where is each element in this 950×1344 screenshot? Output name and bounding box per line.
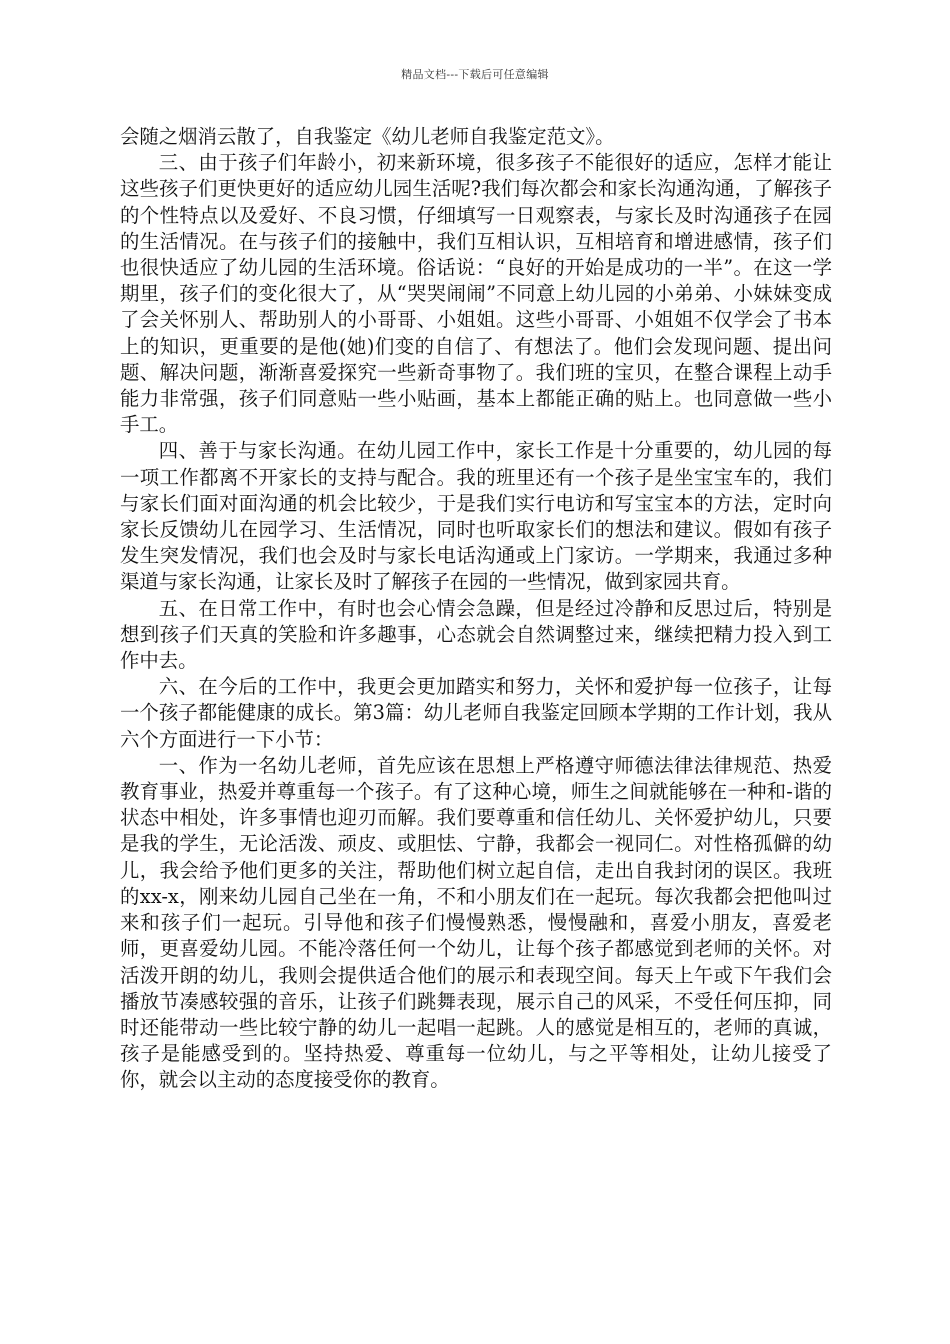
paragraph: 五、在日常工作中，有时也会心情会急躁，但是经过冷静和反思过后，特别是想到孩子们天真的笑脸和许多趣事，心态就会自然调整过来，继续把精力投入到工作中去。 (120, 596, 832, 673)
paragraph: 会随之烟消云散了，自我鉴定《幼儿老师自我鉴定范文》。 (120, 125, 615, 148)
paragraph: 三、由于孩子们年龄小，初来新环境，很多孩子不能很好的适应，怎样才能让这些孩子们更快更好的适应幼儿园生活呢?我们每次都会和家长沟通沟通，了解孩子的个性特点以及爱好、不良习惯，仔细填写一日观察表，与家长及时沟通孩子在园的生活情况。在与孩子们的接触中，我们互相认识，互相培育和增进感情，孩子们也很快适应了幼儿园的生活环境。俗话说：“良好的开始是成功的一半”。在这一学期里，孩子们的变化很大了，从“哭哭闹闹”不同意上幼儿园的小弟弟、小妹妹变成了会关怀别人、帮助别人的小哥哥、小姐姐。这些小哥哥、小姐姐不仅学会了书本上的知识，更重要的是他(她)们变的自信了、有想法了。他们会发现问题、提出问题、解决问题，渐渐喜爱探究一些新奇事物了。我们班的宝贝，在整合课程上动手能力非常强，孩子们同意贴一些小贴画，基本上都能正确的贴上。也同意做一些小手工。 (120, 151, 832, 437)
paragraph: 四、善于与家长沟通。在幼儿园工作中，家长工作是十分重要的，幼儿园的每一项工作都离不开家长的支持与配合。我的班里还有一个孩子是坐宝宝车的，我们与家长们面对面沟通的机会比较少，于是我们实行电访和写宝宝本的方法，定时向家长反馈幼儿在园学习、生活情况，同时也听取家长们的想法和建议。假如有孩子发生突发情况，我们也会及时与家长电话沟通或上门家访。一学期来，我通过多种渠道与家长沟通，让家长及时了解孩子在园的一些情况，做到家园共育。 (120, 439, 832, 594)
page-header: 精品文档---下载后可任意编辑 (401, 68, 549, 81)
paragraph: 六、在今后的工作中，我更会更加踏实和努力，关怀和爱护每一位孩子，让每一个孩子都能健康的成长。第3篇：幼儿老师自我鉴定回顾本学期的工作计划，我从六个方面进行一下小节： (120, 675, 832, 751)
paragraph: 一、作为一名幼儿老师，首先应该在思想上严格遵守师德法律法律规范、热爱教育事业，热爱并尊重每一个孩子。有了这种心境，师生之间就能够在一种和-谐的状态中相处，许多事情也迎刃而解。我们要尊重和信任幼儿、关怀爱护幼儿，只要是我的学生，无论活泼、顽皮、或胆怯、宁静，我都会一视同仁。对性格孤僻的幼儿，我会给予他们更多的关注，帮助他们树立起自信，走出自我封闭的误区。我班的xx-x，刚来幼儿园自己坐在一角，不和小朋友们在一起玩。每次我都会把他叫过来和孩子们一起玩。引导他和孩子们慢慢熟悉，慢慢融和，喜爱小朋友，喜爱老师，更喜爱幼儿园。不能冷落任何一个幼儿，让每个孩子都感觉到老师的关怀。对活泼开朗的幼儿，我则会提供适合他们的展示和表现空间。每天上午或下午我们会播放节凑感较强的音乐，让孩子们跳舞表现，展示自己的风采，不受任何压抑，同时还能带动一些比较宁静的幼儿一起唱一起跳。人的感觉是相互的，老师的真诚，孩子是能感受到的。坚持热爱、尊重每一位幼儿，与之平等相处，让幼儿接受了你，就会以主动的态度接受你的教育。 (120, 753, 832, 1092)
document-body (120, 124, 832, 1094)
